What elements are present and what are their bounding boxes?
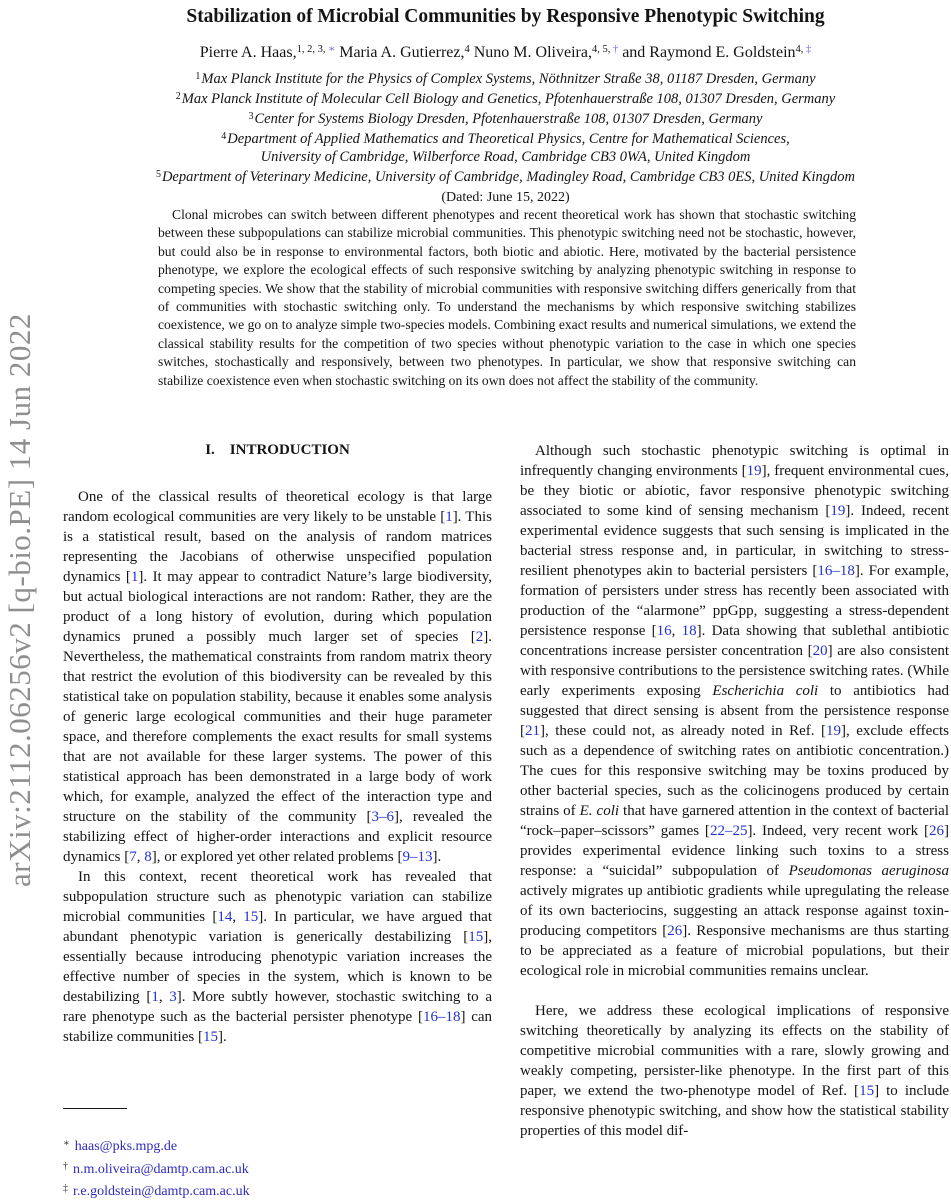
text-run: ], these could not, as already noted in Ref. [: [540, 723, 826, 739]
footnote-line: [63, 1179, 483, 1200]
citation-link[interactable]: 1: [151, 989, 159, 1005]
citation-link[interactable]: 3–6: [371, 809, 395, 825]
citation-link[interactable]: 7: [129, 849, 137, 865]
footnote-marker-link[interactable]: †: [612, 44, 619, 55]
text-run: ], essentially because introducing phenotypic variation increases the effective number of species in the system, which is known to be destabilizing [: [63, 929, 492, 1005]
text-run: 1, 2, 3,: [296, 44, 329, 55]
affiliation-line: [63, 68, 948, 88]
footnote-list: [63, 1134, 483, 1200]
footnote-marker-link[interactable]: ∗: [328, 44, 336, 55]
citation-link[interactable]: 16–18: [817, 563, 855, 579]
footnote-line: [63, 1134, 483, 1157]
paper-title: Stabilization of Microbial Communities by Responsive Phenotypic Switching: [186, 6, 825, 27]
footnote-marker: ‡: [63, 1183, 68, 1194]
text-run: In this context, recent theoretical work has revealed that subpopulation structure such as phenotypic variation can stabilize microbial communities [: [63, 869, 492, 925]
right-column: [520, 441, 949, 1141]
affiliation-line: [63, 128, 948, 148]
text-run: and Raymond E. Goldstein: [618, 44, 796, 61]
affiliation-number: 2: [175, 91, 181, 102]
text-run: 4,: [795, 44, 807, 55]
text-run: ]. Data showing that sublethal antibiotic concentrations increase persister concentration [: [520, 623, 950, 659]
text-run: ] provides experimental evidence linking such toxins to a stress response: a “suicidal” subpopulation of: [520, 823, 950, 879]
text-run: ]. For example, formation of persisters under stress has recently been associated with production of the “alarmone” ppGpp, suggesting a stress-dependent persistence response [: [520, 563, 949, 639]
affiliation-line: [63, 88, 948, 108]
text-run: ], revealed the stabilizing effect of higher-order interactions and explicit resource dynamics [: [63, 809, 492, 865]
citation-link[interactable]: 15: [243, 909, 259, 925]
left-column: [63, 440, 492, 1047]
date-line: (Dated: June 15, 2022): [441, 190, 570, 205]
affiliation-text: Max Planck Institute for the Physics of Complex Systems, Nöthnitzer Straße 38, 01187 Dresden, Germany: [201, 71, 816, 87]
abstract-text: Clonal microbes can switch between different phenotypes and recent theoretical work has shown that stochastic switching between these subpopulations can stabilize microbial communities. This phenotypic switching need not be stochastic, however, but could also be in response to environmental factors, both biotic and abiotic. Here, motivated by the bacterial persistence phenotype, we explore the ecological effects of such responsive switching by analyzing phenotypic switching in response to competing species. We show that the stability of microbial communities with responsive switching differs generically from that of communities with stochastic switching only. To understand the mechanisms by which responsive switching stabilizes coexistence, we go on to analyze simple two-species models. Combining exact results and numerical simulations, we extend the classical stability results for the competition of two species without phenotypic variation to the case in which one species switches, stochastically and responsively, between two phenotypes. In particular, we show that responsive switching can stabilize coexistence even when stochastic switching on its own does not affect the stability of the community.: [158, 207, 856, 388]
text-run: ]. This is a statistical result, based on the analysis of random matrices representing the Jacobians of otherwise unspecified population dynamics [: [63, 509, 492, 585]
footnote-email-link[interactable]: n.m.oliveira@damtp.cam.ac.uk: [73, 1161, 249, 1177]
text-run: ].: [217, 1029, 227, 1045]
affiliation-text: University of Cambridge, Wilberforce Road, Cambridge CB3 0WA, United Kingdom: [260, 149, 751, 165]
citation-link[interactable]: 16: [656, 623, 672, 639]
text-run: ,: [671, 623, 682, 639]
text-run: ] to include responsive phenotypic switching, and show how the statistical stability properties of this model dif-: [520, 1083, 949, 1139]
citation-link[interactable]: 19: [830, 503, 846, 519]
citation-link[interactable]: 16–18: [422, 1009, 461, 1025]
citation-link[interactable]: 19: [746, 463, 762, 479]
paragraph: [63, 487, 492, 867]
paper-header: [63, 6, 948, 206]
citation-link[interactable]: 15: [859, 1083, 875, 1099]
footnote-email-link[interactable]: r.e.goldstein@damtp.cam.ac.uk: [73, 1184, 250, 1199]
affiliation-text: Center for Systems Biology Dresden, Pfotenhauerstraße 108, 01307 Dresden, Germany: [254, 111, 763, 127]
text-run: ,: [232, 909, 244, 925]
text-run: ]. Nevertheless, the mathematical constraints from random matrix theory that restrict the evolution of this biodiversity can be revealed by this statistical take on population stability, because it enables some analysis of generic large ecological communities and their huge parameter space, and therefore complements the exact results for small systems that are not available for these larger systems. The power of this statistical approach has been demonstrated in a large body of work which, for example, analyzed the effect of the interaction type and structure on the stability of the community [: [63, 629, 492, 825]
text-run: to antibiotics had suggested that direct sensing is absent from the persistence response [: [520, 683, 949, 739]
affiliation-text: Department of Applied Mathematics and Theoretical Physics, Centre for Mathematical Sciences,: [227, 131, 790, 147]
paragraph: [520, 441, 949, 981]
citation-link[interactable]: 15: [202, 1029, 218, 1045]
paragraph: [63, 867, 492, 1047]
text-run: ]. Indeed, recent experimental evidence suggests that such sensing is implicated in the bacterial stress response and, in particular, in switching to stress-resilient phenotypes akin to bacterial persisters [: [520, 503, 949, 579]
footnote-block: [63, 1108, 483, 1200]
paragraph: [520, 1001, 949, 1141]
text-run: 4: [464, 44, 470, 55]
text-run: ]. It may appear to contradict Nature’s large biodiversity, but actual biological interactions are not random: Rather, they are the product of a long history of evolution, during which population dynamics pruned a possibly much larger set of species [: [63, 569, 492, 645]
citation-link[interactable]: 26: [667, 923, 683, 939]
footnote-marker: ∗: [63, 1138, 70, 1149]
text-run: E. coli: [579, 803, 620, 819]
arxiv-watermark: arXiv:2112.06256v2 [q-bio.PE] 14 Jun 2022: [2, 313, 37, 887]
affiliation-number: 4: [221, 131, 227, 142]
text-run: ], frequent environmental cues, be they biotic or abiotic, favor responsive phenotypic switching associated to some kind of sensing mechanism [: [520, 463, 950, 519]
affiliation-line: [63, 148, 948, 166]
text-run: 4, 5,: [591, 44, 613, 55]
text-run: One of the classical results of theoretical ecology is that large random ecological communities are very likely to be unstable [: [63, 489, 492, 525]
citation-link[interactable]: 14: [217, 909, 233, 925]
text-run: Nuno M. Oliveira,: [469, 44, 592, 61]
affiliation-text: Department of Veterinary Medicine, University of Cambridge, Madingley Road, Cambridge CB3 0ES, United Kingdom: [161, 169, 856, 185]
text-run: Pseudomonas aeruginosa: [788, 863, 950, 879]
affiliation-text: Max Planck Institute of Molecular Cell Biology and Genetics, Pfotenhauerstraße 108, 01307 Dresden, Germany: [181, 91, 836, 107]
citation-link[interactable]: 2: [475, 629, 484, 645]
text-run: Here, we address these ecological implications of responsive switching theoretically by analyzing its effects on the stability of competitive microbial communities with a rare, slowly growing and weakly competing, persister-like phenotype. In the first part of this paper, we extend the two-phenotype model of Ref. [: [520, 1003, 949, 1099]
text-run: ], exclude effects such as a dependence of switching rates on antibiotic concentration.) The cues for this responsive switching may be toxins produced by other bacterial species, such as the colicinogens produced by certain strains of: [520, 723, 949, 819]
citation-link[interactable]: 22–25: [709, 823, 748, 839]
citation-link[interactable]: 21: [525, 723, 540, 739]
text-run: Although such stochastic phenotypic switching is optimal in infrequently changing environments [: [520, 443, 949, 479]
text-run: actively migrates up antibiotic gradients while upregulating the release of its own bacteriocins, suggesting an attack response against toxin-producing competitors [: [520, 883, 949, 939]
citation-link[interactable]: 9–13: [402, 849, 433, 865]
section-heading-introduction: I. INTRODUCTION: [205, 442, 350, 458]
footnote-line: [63, 1157, 483, 1180]
citation-link[interactable]: 1: [130, 569, 139, 585]
footnote-marker: †: [63, 1160, 68, 1172]
affiliation-number: 3: [248, 111, 254, 122]
footnote-email-link[interactable]: haas@pks.mpg.de: [74, 1139, 178, 1154]
text-run: Escherichia coli: [712, 683, 819, 699]
footnote-marker-link[interactable]: ‡: [806, 44, 812, 55]
text-run: ]. In particular, we have argued that abundant phenotypic variation is generically destabilizing [: [63, 909, 493, 945]
affiliation-number: 1: [195, 71, 201, 82]
text-run: ,: [158, 989, 170, 1005]
text-run: Maria A. Gutierrez,: [335, 44, 465, 61]
citation-link[interactable]: 8: [144, 849, 152, 865]
affiliation-list: [63, 68, 948, 186]
citation-link[interactable]: 26: [929, 823, 945, 839]
affiliation-line: [63, 166, 948, 186]
text-run: ]. More subtly however, stochastic switching to a rare phenotype such as the bacterial persister phenotype [: [63, 989, 492, 1025]
text-run: Pierre A. Haas,: [199, 44, 297, 61]
affiliation-number: 5: [155, 169, 161, 180]
text-run: that have garnered attention in the context of bacterial “rock–paper–scissors” games [: [520, 803, 949, 839]
citation-link[interactable]: 3: [169, 989, 177, 1005]
citation-link[interactable]: 19: [825, 723, 841, 739]
citation-link[interactable]: 18: [681, 623, 697, 639]
text-run: ] can stabilize communities [: [63, 1009, 493, 1045]
text-run: ,: [136, 849, 145, 865]
citation-link[interactable]: 1: [445, 509, 453, 525]
citation-link[interactable]: 15: [468, 929, 484, 945]
author-line: [63, 43, 948, 62]
text-run: ].: [432, 849, 442, 865]
footnote-rule: [63, 1108, 127, 1109]
text-run: ] are also consistent with responsive contributions to the persistence switching rates. (While early experiments exposing: [520, 643, 949, 699]
text-run: ], or explored yet other related problems [: [151, 849, 403, 865]
text-run: ]. Responsive mechanisms are thus starting to be appreciated as a feature of microbial populations, but their ecological role in microbial communities remains unclear.: [520, 923, 949, 979]
citation-link[interactable]: 20: [812, 643, 828, 659]
affiliation-line: [63, 108, 948, 128]
text-run: ]. Indeed, very recent work [: [747, 823, 930, 839]
